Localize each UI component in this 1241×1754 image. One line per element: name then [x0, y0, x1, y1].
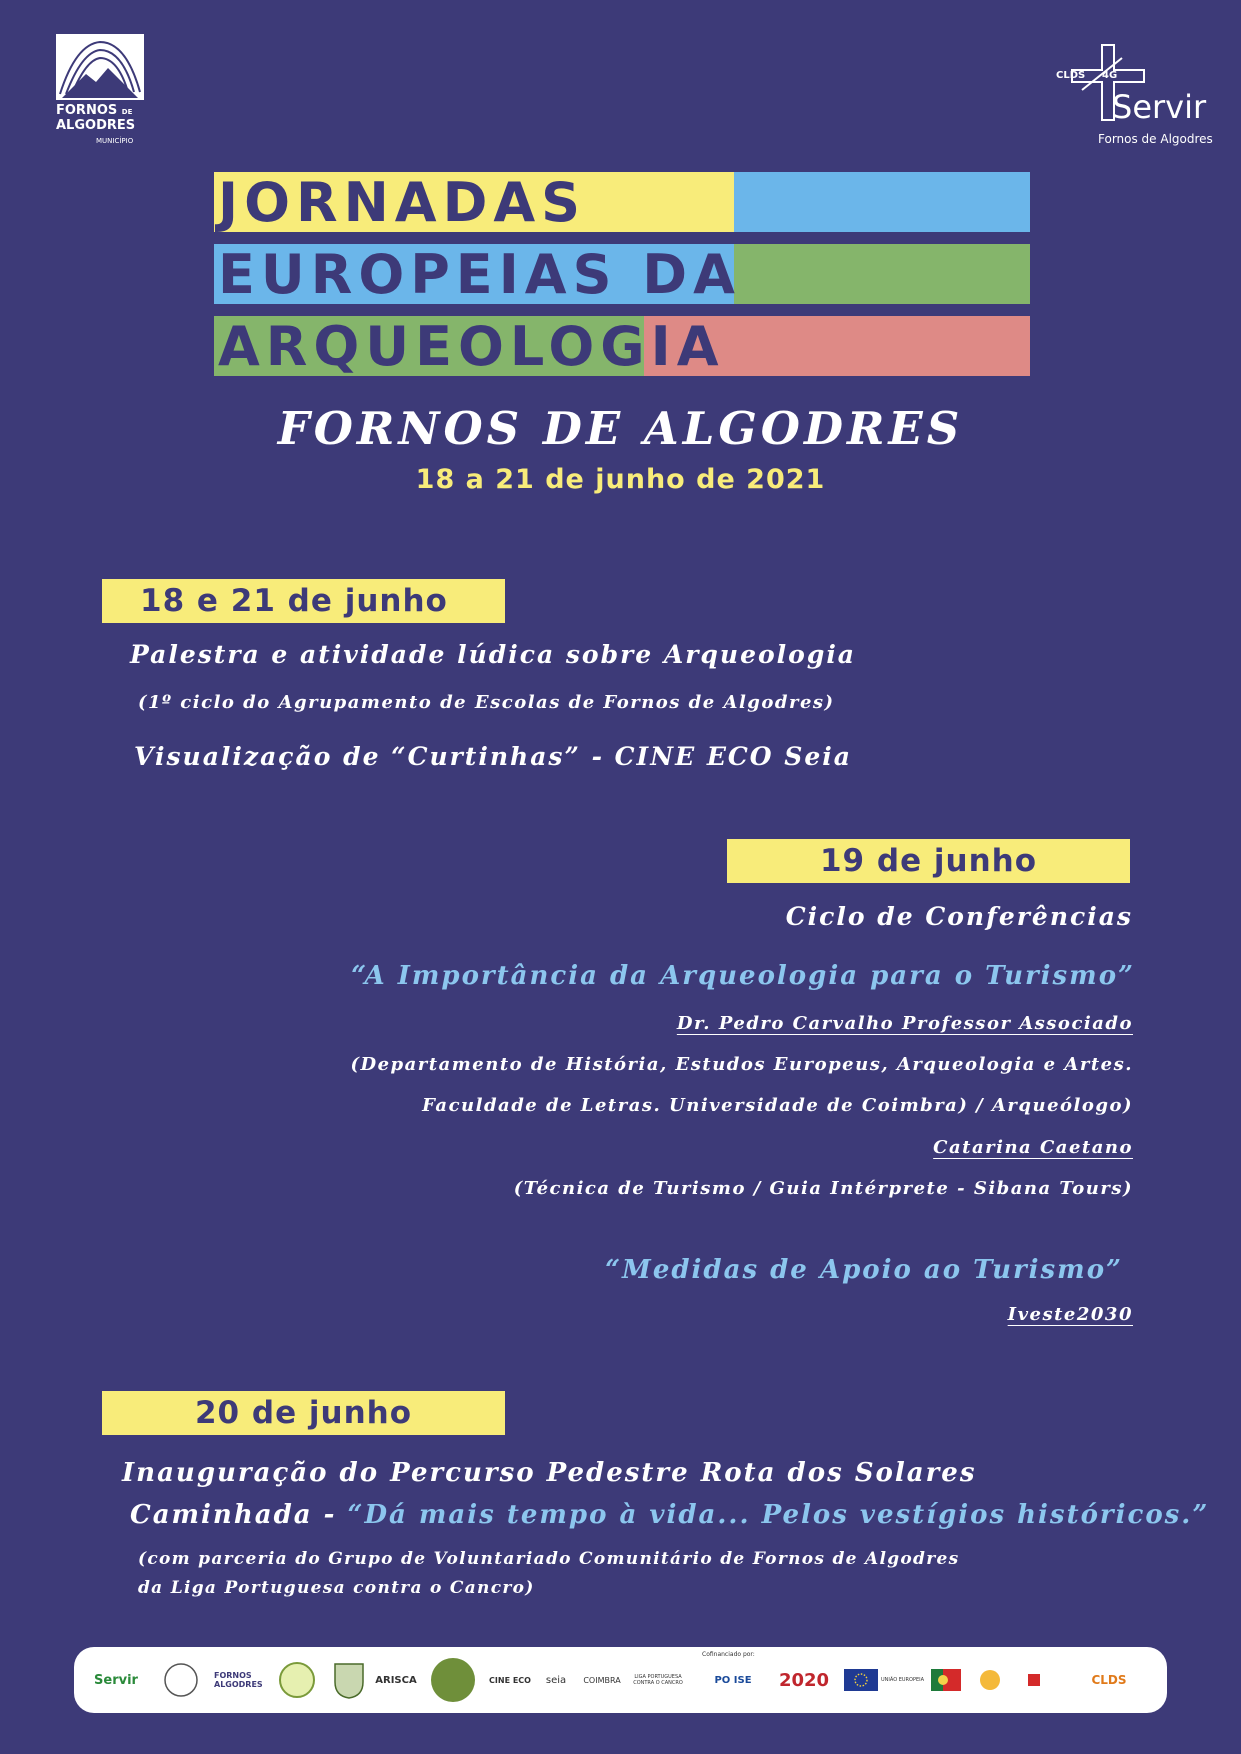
- s2-speaker2: Catarina Caetano: [933, 1137, 1133, 1158]
- s3-line2-quote: “Dá mais tempo à vida... Pelos vestígios históricos.”: [347, 1500, 1210, 1530]
- date-badge-18-21: [102, 579, 505, 623]
- s2-heading: Ciclo de Conferências: [785, 902, 1133, 931]
- date-badge-19: [727, 839, 1130, 883]
- s2-talk1: “A Importância da Arqueologia para o Turismo”: [351, 961, 1135, 991]
- s2-aff2: (Técnica de Turismo / Guia Intérprete - Sibana Tours): [513, 1178, 1133, 1199]
- event-dates: 18 a 21 de junho de 2021: [415, 464, 826, 495]
- s3-line2: [130, 1500, 1209, 1530]
- mountain-logo-icon: [56, 34, 144, 100]
- shield-icon: [332, 1660, 366, 1700]
- title-artwork: [214, 172, 1030, 378]
- logo-emblem-3: [970, 1657, 1010, 1703]
- logo-coimbra: COIMBRA: [583, 1675, 621, 1685]
- s2-speaker3: Iveste2030: [1007, 1304, 1133, 1325]
- title-row-3: [214, 316, 1030, 376]
- logo-fornos-algodres: FORNOS ALGODRES: [214, 1671, 263, 1689]
- municipio-logo: [56, 34, 148, 154]
- logo-emblem-4: [1014, 1657, 1054, 1703]
- logo-cine-eco: CINE ECO: [489, 1675, 531, 1685]
- s1-line2: (1º ciclo do Agrupamento de Escolas de Fornos de Algodres): [138, 692, 835, 713]
- clds-servir-logo: [1052, 40, 1222, 150]
- logo-arisca: ARISCA: [375, 1674, 417, 1686]
- title-row-2: [214, 244, 1030, 304]
- s2-aff1b: Faculdade de Letras. Universidade de Coimbra) / Arqueólogo): [422, 1095, 1133, 1116]
- logo-municipio: MUNICÍPIO: [96, 137, 134, 145]
- logo-pt-flag: [926, 1657, 966, 1703]
- logo-de: DE: [121, 108, 133, 116]
- sponsor-bar: [74, 1647, 1167, 1713]
- emblem-icon: [277, 1660, 317, 1700]
- cofinanciado-label: Cofinanciado por:: [702, 1651, 755, 1658]
- s3-line1: Inauguração do Percurso Pedestre Rota dos Solares: [122, 1458, 977, 1488]
- date-badge-20: [102, 1391, 505, 1435]
- date-badge-18-21-label: 18 e 21 de junho: [140, 583, 448, 619]
- logo-servir: Servir: [94, 1672, 138, 1688]
- portugal-flag-icon: [931, 1669, 961, 1691]
- s3-line4: da Liga Portuguesa contra o Cancro): [138, 1578, 535, 1598]
- logo-portugal-2020: 2020: [778, 1669, 830, 1691]
- logo-seal-1: [158, 1657, 204, 1703]
- servir-brand: Servir: [1112, 88, 1207, 126]
- event-place: FORNOS DE ALGODRES: [277, 402, 964, 455]
- logo-seia: seia: [545, 1674, 567, 1686]
- logo-seal-2: [274, 1657, 320, 1703]
- logo-leaf-circle: [426, 1657, 480, 1703]
- date-badge-20-label: 20 de junho: [194, 1395, 413, 1431]
- s2-talk2: “Medidas de Apoio ao Turismo”: [605, 1255, 1123, 1285]
- logo-eu-flag: UNIÃO EUROPEIA: [844, 1657, 924, 1703]
- logo-clds: CLDS: [1091, 1673, 1127, 1687]
- s1-line3: Visualização de “Curtinhas” - CINE ECO Seia: [134, 742, 852, 771]
- s3-line2-prefix: Caminhada -: [130, 1500, 348, 1530]
- gov-emblem-icon: [977, 1667, 1003, 1693]
- logo-fornos: FORNOS: [56, 103, 118, 118]
- logo-coat-of-arms: [326, 1657, 372, 1703]
- clds-label: CLDS: [1056, 70, 1086, 81]
- title-word-jornadas: JORNADAS: [218, 171, 587, 234]
- s3-line3: (com parceria do Grupo de Voluntariado Comunitário de Fornos de Algodres: [138, 1549, 960, 1569]
- clds-num: 4G: [1102, 70, 1118, 81]
- seal-icon: [161, 1660, 201, 1700]
- title-word-europeias: EUROPEIAS DA: [218, 243, 741, 306]
- s2-speaker1: Dr. Pedro Carvalho Professor Associado: [676, 1013, 1133, 1034]
- s2-aff1a: (Departamento de História, Estudos Europeus, Arqueologia e Artes.: [350, 1054, 1133, 1075]
- logo-algodres: ALGODRES: [56, 118, 136, 133]
- eu-flag-icon: [844, 1669, 878, 1691]
- s1-line1: Palestra e atividade lúdica sobre Arqueologia: [130, 640, 857, 669]
- logo-po-ise: PO ISE: [714, 1674, 752, 1686]
- logo-liga: LIGA PORTUGUESA CONTRA O CANCRO: [633, 1674, 683, 1686]
- date-badge-19-label: 19 de junho: [819, 843, 1038, 879]
- title-word-arqueologia: ARQUEOLOGIA: [218, 315, 725, 378]
- leaf-icon: [429, 1656, 477, 1704]
- institute-icon: [1024, 1670, 1044, 1690]
- servir-sub: Fornos de Algodres: [1098, 132, 1213, 146]
- title-row-1: [214, 172, 1030, 232]
